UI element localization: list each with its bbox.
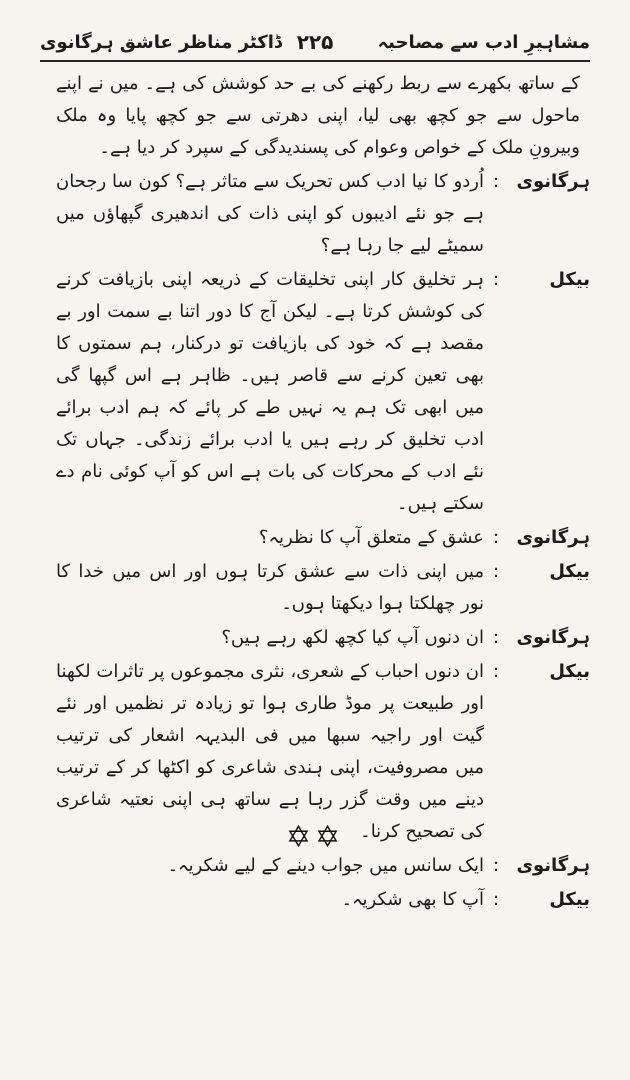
- speaker-label: ہرگانوی: [516, 171, 590, 192]
- dialog-text: ان دنوں احباب کے شعری، نثری مجموعوں پر تاثرات لکھنا اور طبیعت پر موڈ طاری ہوا تو زیادہ تر نظمیں اور نئے گیت اور راجیہ سبھا میں فی البدیہہ اشعار کی ترتیب میں مصروفیت، اپنی ہندی شاعری کو اکٹھا کر کے ترتیب دینے میں وقت گزر رہا ہے ساتھ ہی اپنی نعتیہ شاعری کی تصحیح کرنا۔: [56, 661, 484, 842]
- star-ornament-icon: ✡✡: [285, 820, 345, 855]
- dialog-entry: [56, 556, 590, 620]
- speaker-label: بیکل: [549, 889, 590, 910]
- speaker-label: بیکل: [549, 269, 590, 290]
- page-number: ۲۲۵: [296, 30, 334, 54]
- intro-paragraph: کے ساتھ بکھرے سے ربط رکھنے کی بے حد کوشش کی ہے۔ میں نے اپنے ماحول سے جو کچھ بھی لیا، اپنی دھرتی سے جو کچھ پایا وہ ملک وبیرونِ ملک کے خواص وعوام کی پسندیدگی کے سپرد کر دیا ہے۔: [56, 73, 580, 158]
- book-title: مشاہیرِ ادب سے مصاحبہ: [377, 32, 590, 53]
- author-name: ڈاکٹر مناظر عاشق ہرگانوی: [40, 32, 282, 53]
- separator: :: [492, 661, 500, 682]
- dialog-entry: [56, 622, 590, 654]
- dialog-text: ہر تخلیق کار اپنی تخلیقات کے ذریعہ اپنی بازیافت کرنے کی کوشش کرتا ہے۔ لیکن آج کا دور اتنا بے سمت اور بے مقصد ہے کہ خود کی بازیافت تو درکنار، ہم سمتوں کا بھی تعین کرنے سے قاصر ہیں۔ ظاہر ہے اس گپھا گی میں ابھی تک ہم یہ نہیں طے کر پائے کہ ہم ادب برائے ادب تخلیق کر رہے ہیں یا ادب برائے زندگی۔ جہاں تک نئے ادب کے محرکات کی بات ہے اس کو آپ کوئی نام دے سکتے ہیں۔: [56, 269, 484, 514]
- separator: :: [492, 269, 500, 290]
- separator: :: [492, 561, 500, 582]
- dialog-text: ایک سانس میں جواب دینے کے لیے شکریہ۔: [167, 855, 484, 876]
- speaker-label: ہرگانوی: [516, 855, 590, 876]
- dialog-entry: [56, 522, 590, 554]
- separator: :: [492, 889, 500, 910]
- dialog-text: میں اپنی ذات سے عشق کرتا ہوں اور اس میں خدا کا نور چھلکتا ہوا دیکھتا ہوں۔: [56, 561, 484, 614]
- separator: :: [492, 627, 500, 648]
- dialog-entry: [56, 264, 590, 520]
- separator: :: [492, 171, 500, 192]
- dialog-entry: [56, 884, 590, 916]
- speaker-label: بیکل: [549, 561, 590, 582]
- speaker-label: بیکل: [549, 661, 590, 682]
- dialog-text: اُردو کا نیا ادب کس تحریک سے متاثر ہے؟ کون سا رجحان ہے جو نئے ادیبوں کو اپنی ذات کی اندھیری گپھاؤں میں سمیٹے لیے جا رہا ہے؟: [56, 171, 484, 256]
- dialog-text: آپ کا بھی شکریہ۔: [341, 889, 484, 910]
- separator: :: [492, 527, 500, 548]
- page-header: [40, 28, 590, 62]
- dialog-text: عشق کے متعلق آپ کا نظریہ؟: [258, 527, 484, 548]
- dialog-text: ان دنوں آپ کیا کچھ لکھ رہے ہیں؟: [221, 627, 484, 648]
- dialog-entry: [56, 166, 590, 262]
- page-body: [56, 68, 590, 916]
- separator: :: [492, 855, 500, 876]
- speaker-label: ہرگانوی: [516, 627, 590, 648]
- speaker-label: ہرگانوی: [516, 527, 590, 548]
